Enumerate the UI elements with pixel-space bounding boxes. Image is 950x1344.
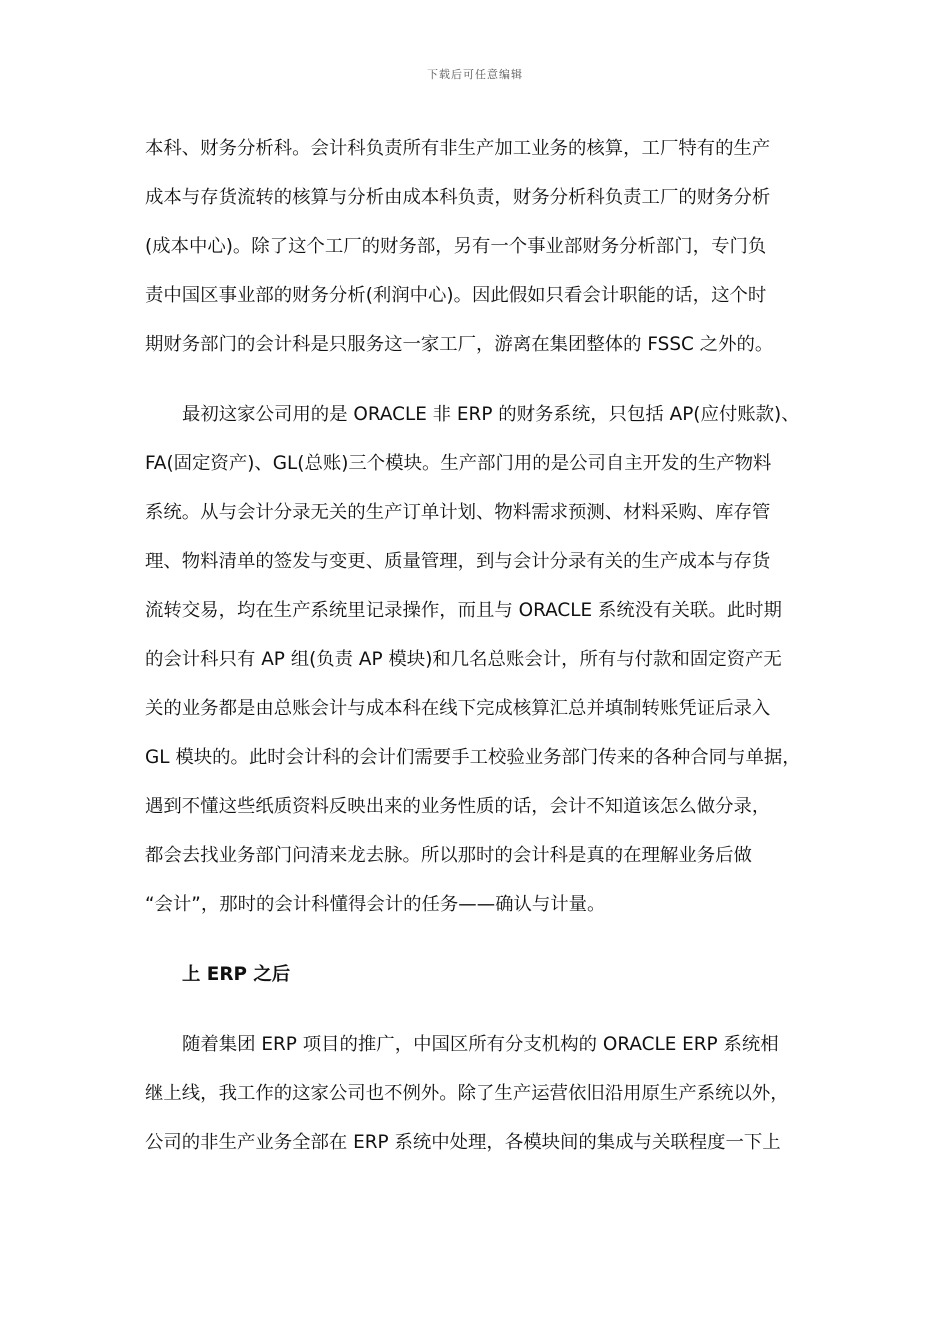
text-line: 系统。从与会计分录无关的生产订单计划、物料需求预测、材料采购、库存管 — [145, 502, 771, 523]
paragraph-3 — [145, 1027, 815, 1174]
text-line: 理、物料清单的签发与变更、质量管理，到与会计分录有关的生产成本与存货 — [145, 551, 771, 572]
document-body — [145, 131, 815, 1174]
text-line: 继上线，我工作的这家公司也不例外。除了生产运营依旧沿用原生产系统以外， — [145, 1083, 789, 1104]
text-line: 遇到不懂这些纸质资料反映出来的业务性质的话，会计不知道该怎么做分录， — [145, 796, 771, 817]
section-heading: 上 ERP 之后 — [182, 964, 291, 985]
text-line: 随着集团 ERP 项目的推广，中国区所有分支机构的 ORACLE ERP 系统相 — [182, 1034, 779, 1055]
paragraph-2 — [145, 397, 815, 936]
paragraph-1 — [145, 131, 815, 376]
text-line: 关的业务都是由总账会计与成本科在线下完成核算汇总并填制转账凭证后录入 — [145, 698, 771, 719]
text-line: 期财务部门的会计科是只服务这一家工厂，游离在集团整体的 FSSC 之外的。 — [145, 334, 774, 355]
paragraph-gap — [145, 1006, 815, 1027]
text-line: 成本与存货流转的核算与分析由成本科负责，财务分析科负责工厂的财务分析 — [145, 187, 771, 208]
text-line: 本科、财务分析科。会计科负责所有非生产加工业务的核算，工厂特有的生产 — [145, 138, 771, 159]
text-line: 责中国区事业部的财务分析(利润中心)。因此假如只看会计职能的话，这个时 — [145, 285, 767, 306]
text-line: 最初这家公司用的是 ORACLE 非 ERP 的财务系统，只包括 AP(应付账款)、 — [182, 404, 800, 425]
text-line: 的会计科只有 AP 组(负责 AP 模块)和几名总账会计，所有与付款和固定资产无 — [145, 649, 782, 670]
paragraph-gap — [145, 936, 815, 957]
text-line: 公司的非生产业务全部在 ERP 系统中处理，各模块间的集成与关联程度一下上 — [145, 1132, 781, 1153]
text-line: 流转交易，均在生产系统里记录操作，而且与 ORACLE 系统没有关联。此时期 — [145, 600, 782, 621]
text-line: FA(固定资产)、GL(总账)三个模块。生产部门用的是公司自主开发的生产物料 — [145, 453, 772, 474]
paragraph-gap — [145, 376, 815, 397]
text-line: (成本中心)。除了这个工厂的财务部，另有一个事业部财务分析部门，专门负 — [145, 236, 767, 257]
page-header: 下载后可任意编辑 — [427, 68, 523, 81]
text-line: “会计”，那时的会计科懂得会计的任务——确认与计量。 — [145, 894, 606, 915]
text-line: GL 模块的。此时会计科的会计们需要手工校验业务部门传来的各种合同与单据， — [145, 747, 801, 768]
text-line: 都会去找业务部门问清来龙去脉。所以那时的会计科是真的在理解业务后做 — [145, 845, 752, 866]
